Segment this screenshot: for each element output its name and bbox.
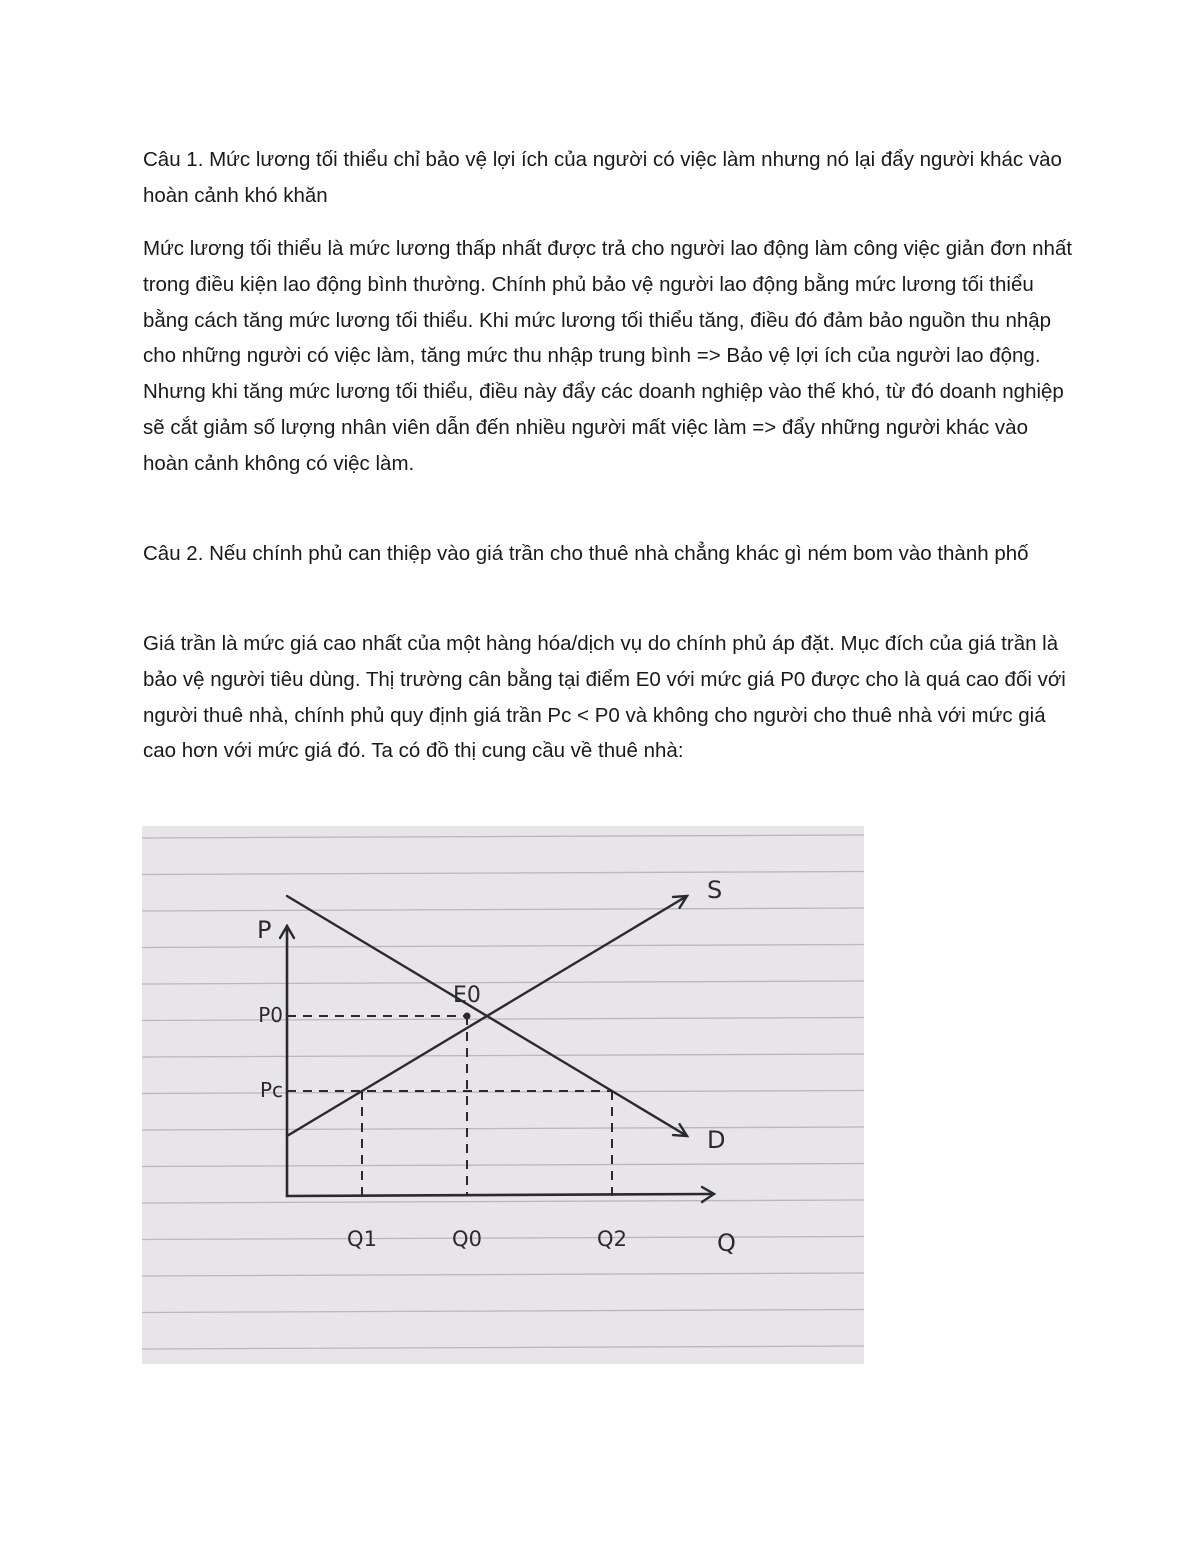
supply-demand-figure: [142, 826, 864, 1364]
price-label-pc: Pc: [259, 1078, 283, 1102]
y-axis-label: P: [257, 916, 272, 944]
quantity-label-q0: Q0: [452, 1227, 482, 1251]
question-2-title: Câu 2. Nếu chính phủ can thiệp vào giá trần cho thuê nhà chẳng khác gì ném bom vào thành phố: [143, 542, 1029, 565]
answer-2-paragraph: Giá trần là mức giá cao nhất của một hàng hóa/dịch vụ do chính phủ áp đặt. Mục đích của giá trần là bảo vệ người tiêu dùng. Thị trường cân bằng tại điểm E0 với mức giá P0 được cho là quá cao đối với người thuê nhà, chính phủ quy định giá trần Pc < P0 và không cho người cho thuê nhà với mức giá cao hơn với mức giá đó. Ta có đồ thị cung cầu về thuê nhà:: [143, 632, 1066, 763]
x-axis-label: Q: [717, 1229, 736, 1257]
lined-paper-background: [142, 826, 864, 1364]
answer-1-paragraph: Mức lương tối thiểu là mức lương thấp nhất được trả cho người lao động làm công việc giản đơn nhất trong điều kiện lao động bình thường. Chính phủ bảo vệ người lao động bằng mức lương tối thiểu bằng cách tăng mức lương tối thiểu. Khi mức lương tối thiểu tăng, điều đó đảm bảo nguồn thu nhập cho những người có việc làm, tăng mức thu nhập trung bình => Bảo vệ lợi ích của người lao động. Nhưng khi tăng mức lương tối thiểu, điều này đẩy các doanh nghiệp vào thế khó, từ đó doanh nghiệp sẽ cắt giảm số lượng nhân viên dẫn đến nhiều người mất việc làm => đẩy những người khác vào hoàn cảnh không có việc làm.: [143, 237, 1073, 475]
series-label-s: S: [707, 876, 723, 904]
series-label-d: D: [707, 1126, 726, 1154]
supply-demand-chart: [142, 826, 864, 1364]
question-1-title: Câu 1. Mức lương tối thiểu chỉ bảo vệ lợi ích của người có việc làm nhưng nó lại đẩy người khác vào hoàn cảnh khó khăn: [143, 148, 1062, 207]
quantity-label-q2: Q2: [597, 1227, 627, 1251]
equilibrium-label: E0: [453, 983, 481, 1008]
price-label-p0: P0: [258, 1003, 283, 1027]
quantity-label-q1: Q1: [347, 1227, 377, 1251]
